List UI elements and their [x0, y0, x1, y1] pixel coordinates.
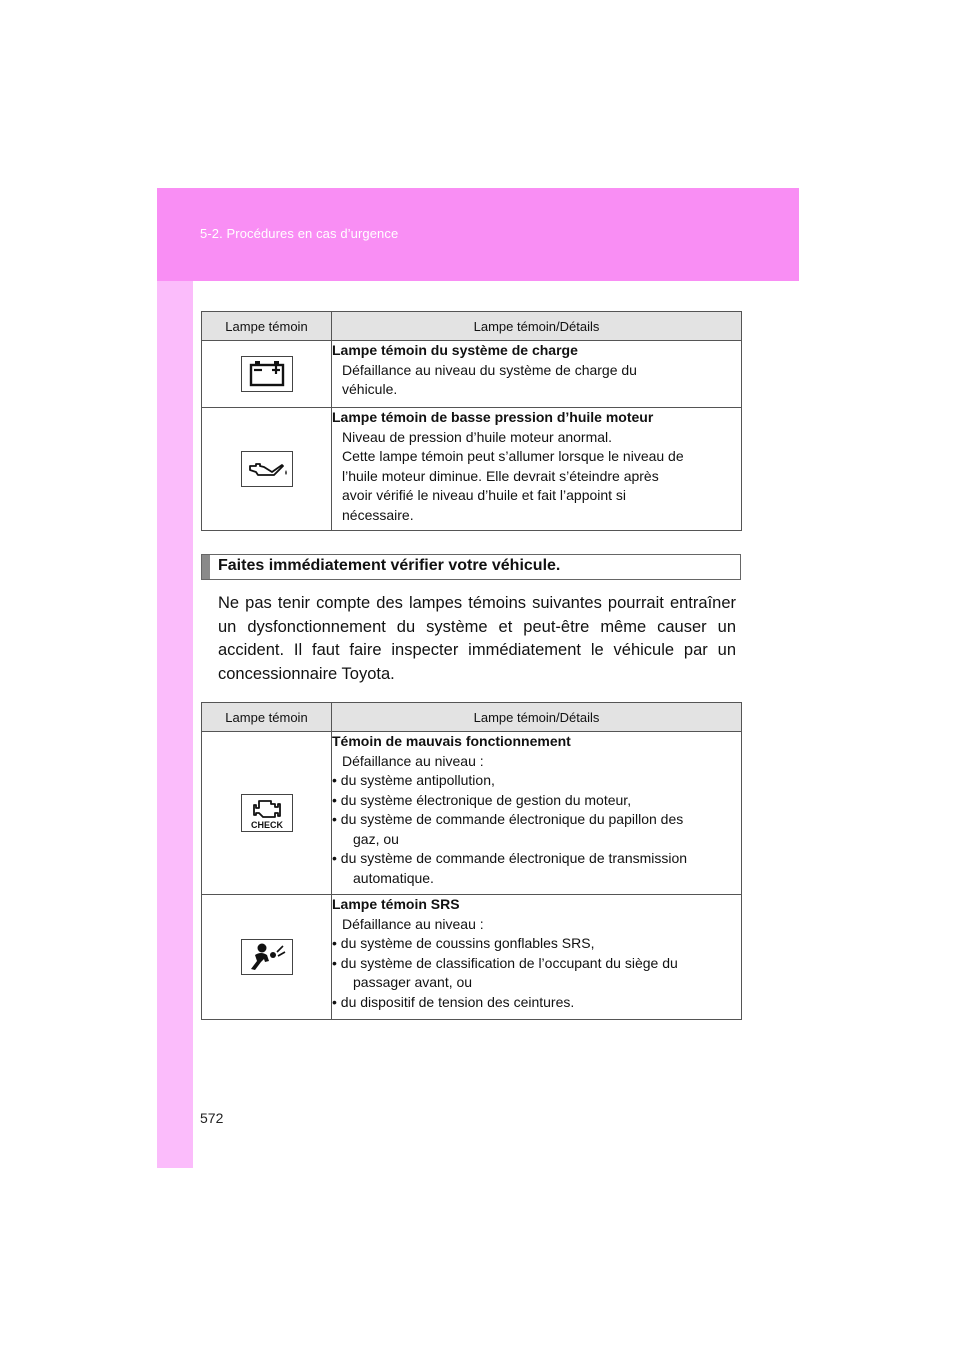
detail-line: l’huile moteur diminue. Elle devrait s’éteindre après	[342, 467, 659, 484]
warning-lamp-table-2	[201, 702, 742, 1020]
detail-line: avoir vérifié le niveau d’huile et fait l’appoint si	[342, 487, 627, 503]
check-engine-label: CHECK	[250, 820, 283, 830]
bullet-item: • du système électronique de gestion du moteur,	[332, 791, 632, 808]
bullet-item: • du système antipollution,	[332, 772, 495, 788]
detail-line: véhicule.	[342, 381, 398, 397]
lamp-name: Lampe témoin du système de charge	[332, 342, 578, 358]
bullet-item: • du système de commande électronique de transmission	[332, 850, 688, 866]
table-row	[202, 895, 742, 1020]
bullet-item: • du système de commande électronique du papillon des	[332, 811, 684, 827]
section-marker	[202, 555, 210, 579]
bullet-continuation: gaz, ou	[353, 830, 399, 847]
table-row	[202, 341, 742, 408]
detail-line: Cette lampe témoin peut s’allumer lorsque le niveau de	[342, 448, 684, 464]
bullet-continuation: passager avant, ou	[353, 974, 473, 990]
detail-line: Défaillance au niveau :	[342, 915, 484, 932]
section-paragraph: Ne pas tenir compte des lampes témoins suivantes pourrait entraîner un dysfonctionnement du système et peut-être même causer un accident. Il faut faire inspecter immédiatement le véhicule par un concessionnaire Toyota.	[218, 594, 736, 683]
detail-line: Niveau de pression d’huile moteur anormal.	[342, 428, 613, 445]
page-number: 572	[200, 1110, 224, 1126]
lamp-name: Lampe témoin de basse pression d’huile moteur	[332, 409, 654, 425]
table-row	[202, 408, 742, 531]
check-engine-icon	[241, 794, 293, 832]
oil-pressure-icon	[241, 451, 293, 487]
bullet-item: • du système de classification de l’occupant du siège du	[332, 954, 678, 971]
lamp-name: Témoin de mauvais fonctionnement	[332, 733, 571, 749]
bullet-item: • du système de coussins gonflables SRS,	[332, 935, 595, 951]
srs-airbag-icon	[241, 939, 293, 975]
section-title: Faites immédiatement vérifier votre véhicule.	[218, 557, 561, 574]
column-header-details: Lampe témoin/Détails	[332, 312, 742, 341]
column-header-details: Lampe témoin/Détails	[332, 703, 742, 732]
detail-line: Défaillance au niveau :	[342, 752, 484, 769]
detail-line: nécessaire.	[342, 506, 414, 523]
table-row	[202, 732, 742, 895]
column-header-lamp: Lampe témoin	[202, 703, 332, 732]
warning-lamp-table-1	[201, 311, 742, 531]
battery-charge-icon	[241, 356, 293, 392]
column-header-lamp: Lampe témoin	[202, 312, 332, 341]
bullet-item: • du dispositif de tension des ceintures.	[332, 993, 575, 1010]
side-color-strip	[157, 188, 193, 1168]
bullet-continuation: automatique.	[353, 869, 434, 886]
lamp-name: Lampe témoin SRS	[332, 896, 460, 912]
section-header: 5-2. Procédures en cas d’urgence	[200, 226, 399, 241]
section-heading	[201, 554, 741, 580]
detail-line: Défaillance au niveau du système de charge du	[342, 361, 637, 378]
